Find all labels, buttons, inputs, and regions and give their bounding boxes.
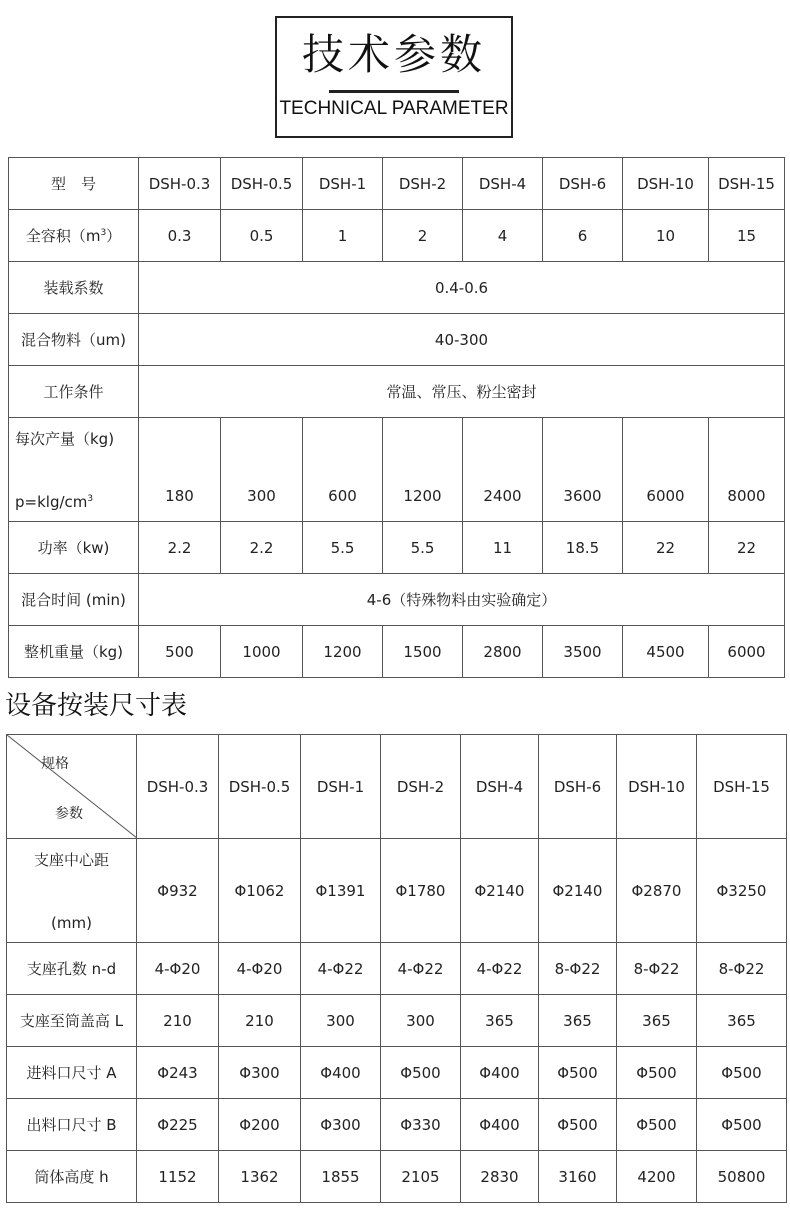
technical-parameter-table xyxy=(8,157,785,678)
output-label-line2: $p=klg/cm^3$ xyxy=(15,493,94,511)
installation-dimensions-table xyxy=(6,734,787,1203)
height-l-cell: 210 xyxy=(219,995,301,1047)
holes-cell: 4-Φ22 xyxy=(461,943,539,995)
body-height-cell: 1362 xyxy=(219,1151,301,1203)
holes-cell: 4-Φ22 xyxy=(301,943,381,995)
height-l-cell: 365 xyxy=(697,995,787,1047)
holes-cell: 4-Φ20 xyxy=(219,943,301,995)
inlet-a-cell: Φ400 xyxy=(461,1047,539,1099)
model-cell: DSH-0.3 xyxy=(139,158,221,210)
weight-row xyxy=(9,626,785,678)
support-center-cell: Φ1780 xyxy=(381,839,461,943)
conditions-value: 常温、常压、粉尘密封 xyxy=(139,366,785,418)
body-height-cell: 4200 xyxy=(617,1151,697,1203)
output-cell: 600 xyxy=(303,418,383,522)
volume-cell: 0.3 xyxy=(139,210,221,262)
output-cell: 1200 xyxy=(383,418,463,522)
volume-cell: 10 xyxy=(623,210,709,262)
weight-cell: 2800 xyxy=(463,626,543,678)
height-l-cell: 210 xyxy=(137,995,219,1047)
mix-material-label: 混合物料（um) xyxy=(9,314,139,366)
support-center-cell: Φ2140 xyxy=(461,839,539,943)
height-l-cell: 365 xyxy=(461,995,539,1047)
outlet-b-row xyxy=(7,1099,787,1151)
power-cell: 22 xyxy=(623,522,709,574)
height-l-cell: 365 xyxy=(617,995,697,1047)
conditions-row xyxy=(9,366,785,418)
inlet-a-cell: Φ300 xyxy=(219,1047,301,1099)
mix-material-row xyxy=(9,314,785,366)
support-center-cell: Φ1391 xyxy=(301,839,381,943)
power-cell: 2.2 xyxy=(221,522,303,574)
holes-cell: 8-Φ22 xyxy=(697,943,787,995)
model-cell: DSH-15 xyxy=(697,735,787,839)
model-cell: DSH-0.5 xyxy=(219,735,301,839)
holes-label: 支座孔数 n-d xyxy=(7,943,137,995)
output-cell: 300 xyxy=(221,418,303,522)
holes-cell: 8-Φ22 xyxy=(617,943,697,995)
mix-time-row xyxy=(9,574,785,626)
height-l-label: 支座至筒盖高 L xyxy=(7,995,137,1047)
mix-time-value: 4-6（特殊物料由实验确定） xyxy=(139,574,785,626)
inlet-a-cell: Φ500 xyxy=(381,1047,461,1099)
volume-cell: 15 xyxy=(709,210,785,262)
body-height-cell: 1855 xyxy=(301,1151,381,1203)
title-box xyxy=(275,16,513,138)
model-cell: DSH-6 xyxy=(539,735,617,839)
power-cell: 2.2 xyxy=(139,522,221,574)
body-height-cell: 50800 xyxy=(697,1151,787,1203)
inlet-a-cell: Φ400 xyxy=(301,1047,381,1099)
holes-cell: 4-Φ20 xyxy=(137,943,219,995)
body-height-cell: 2105 xyxy=(381,1151,461,1203)
inlet-a-label: 进料口尺寸 A xyxy=(7,1047,137,1099)
load-factor-row xyxy=(9,262,785,314)
outlet-b-cell: Φ500 xyxy=(539,1099,617,1151)
volume-cell: 1 xyxy=(303,210,383,262)
volume-cell: 0.5 xyxy=(221,210,303,262)
support-center-cell: Φ2870 xyxy=(617,839,697,943)
inlet-a-cell: Φ500 xyxy=(539,1047,617,1099)
height-l-cell: 300 xyxy=(301,995,381,1047)
weight-label: 整机重量（kg) xyxy=(9,626,139,678)
model-cell: DSH-10 xyxy=(617,735,697,839)
holes-cell: 8-Φ22 xyxy=(539,943,617,995)
power-cell: 11 xyxy=(463,522,543,574)
outlet-b-cell: Φ500 xyxy=(697,1099,787,1151)
outlet-b-cell: Φ500 xyxy=(617,1099,697,1151)
title-en: TECHNICAL PARAMETER xyxy=(279,98,509,119)
output-label xyxy=(9,418,139,522)
output-cell: 2400 xyxy=(463,418,543,522)
inlet-a-cell: Φ500 xyxy=(617,1047,697,1099)
mix-time-label: 混合时间 (min) xyxy=(9,574,139,626)
model-cell: DSH-10 xyxy=(623,158,709,210)
support-center-cell: Φ3250 xyxy=(697,839,787,943)
inlet-a-cell: Φ500 xyxy=(697,1047,787,1099)
support-center-cell: Φ1062 xyxy=(219,839,301,943)
volume-row xyxy=(9,210,785,262)
power-cell: 22 xyxy=(709,522,785,574)
weight-cell: 500 xyxy=(139,626,221,678)
body-height-row xyxy=(7,1151,787,1203)
height-l-cell: 365 xyxy=(539,995,617,1047)
model-cell: DSH-0.3 xyxy=(137,735,219,839)
model-row xyxy=(9,158,785,210)
installation-dimensions-title: 设备按装尺寸表 xyxy=(5,691,188,721)
outlet-b-cell: Φ300 xyxy=(301,1099,381,1151)
model-cell: DSH-1 xyxy=(301,735,381,839)
inlet-a-cell: Φ243 xyxy=(137,1047,219,1099)
model-cell: DSH-4 xyxy=(461,735,539,839)
body-height-label: 筒体高度 h xyxy=(7,1151,137,1203)
weight-cell: 6000 xyxy=(709,626,785,678)
outlet-b-label: 出料口尺寸 B xyxy=(7,1099,137,1151)
support-center-cell: Φ2140 xyxy=(539,839,617,943)
corner-spec-label: 规格 xyxy=(41,756,69,772)
model-cell: DSH-4 xyxy=(463,158,543,210)
holes-cell: 4-Φ22 xyxy=(381,943,461,995)
output-cell: 180 xyxy=(139,418,221,522)
model-cell: DSH-2 xyxy=(381,735,461,839)
model-label: 型 号 xyxy=(9,158,139,210)
power-cell: 5.5 xyxy=(303,522,383,574)
weight-cell: 1200 xyxy=(303,626,383,678)
volume-cell: 6 xyxy=(543,210,623,262)
power-cell: 5.5 xyxy=(383,522,463,574)
outlet-b-cell: Φ225 xyxy=(137,1099,219,1151)
spec-header-row xyxy=(7,735,787,839)
model-cell: DSH-15 xyxy=(709,158,785,210)
output-cell: 3600 xyxy=(543,418,623,522)
body-height-cell: 1152 xyxy=(137,1151,219,1203)
volume-label: 全容积$(m^3)$ xyxy=(9,210,139,262)
conditions-label: 工作条件 xyxy=(9,366,139,418)
holes-row xyxy=(7,943,787,995)
output-label-line1: 每次产量（kg) xyxy=(15,430,115,448)
title-divider xyxy=(329,90,459,93)
power-label: 功率（kw) xyxy=(9,522,139,574)
corner-param-label: 参数 xyxy=(55,806,83,822)
weight-cell: 1000 xyxy=(221,626,303,678)
inlet-a-row xyxy=(7,1047,787,1099)
height-l-cell: 300 xyxy=(381,995,461,1047)
volume-cell: 2 xyxy=(383,210,463,262)
model-cell: DSH-0.5 xyxy=(221,158,303,210)
load-factor-label: 装载系数 xyxy=(9,262,139,314)
corner-cell xyxy=(7,735,137,839)
body-height-cell: 2830 xyxy=(461,1151,539,1203)
power-row xyxy=(9,522,785,574)
weight-cell: 4500 xyxy=(623,626,709,678)
support-center-label: 支座中心距 (mm) xyxy=(7,839,137,943)
weight-cell: 3500 xyxy=(543,626,623,678)
model-cell: DSH-6 xyxy=(543,158,623,210)
outlet-b-cell: Φ330 xyxy=(381,1099,461,1151)
output-row xyxy=(9,418,785,522)
height-l-row xyxy=(7,995,787,1047)
power-cell: 18.5 xyxy=(543,522,623,574)
model-cell: DSH-1 xyxy=(303,158,383,210)
title-cn: 技术参数 xyxy=(301,30,486,79)
outlet-b-cell: Φ200 xyxy=(219,1099,301,1151)
volume-cell: 4 xyxy=(463,210,543,262)
output-cell: 8000 xyxy=(709,418,785,522)
outlet-b-cell: Φ400 xyxy=(461,1099,539,1151)
body-height-cell: 3160 xyxy=(539,1151,617,1203)
model-cell: DSH-2 xyxy=(383,158,463,210)
load-factor-value: 0.4-0.6 xyxy=(139,262,785,314)
mix-material-value: 40-300 xyxy=(139,314,785,366)
support-center-row xyxy=(7,839,787,943)
output-cell: 6000 xyxy=(623,418,709,522)
weight-cell: 1500 xyxy=(383,626,463,678)
support-center-cell: Φ932 xyxy=(137,839,219,943)
